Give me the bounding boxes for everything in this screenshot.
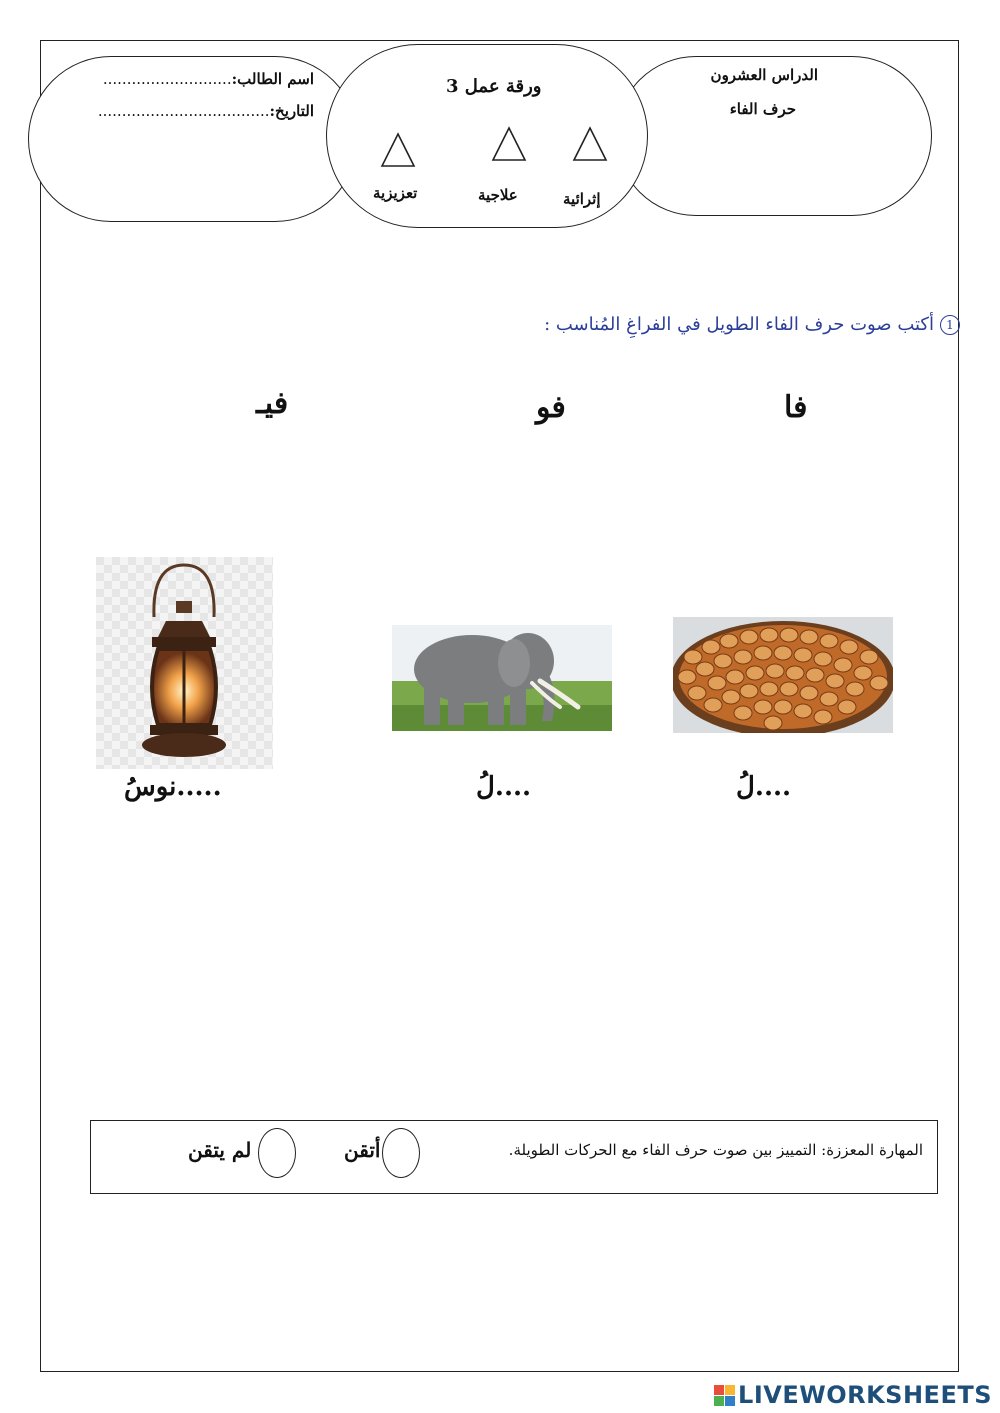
- not-mastered-circle[interactable]: [258, 1128, 296, 1178]
- lantern-image: [96, 557, 273, 769]
- brand-text: LIVEWORKSHEETS: [738, 1381, 992, 1409]
- instruction-text: أكتب صوت حرف الفاء الطويل في الفراغِ المُناسب :: [544, 314, 934, 335]
- worksheet-title: ورقة عمل 3: [446, 76, 542, 97]
- level-remedial: علاجية: [478, 186, 518, 204]
- student-name-blank[interactable]: ...........................: [102, 70, 232, 88]
- liveworksheets-brand[interactable]: [714, 1381, 992, 1409]
- brand-logo-icon: [714, 1385, 735, 1406]
- syllable-fi: فيـ: [256, 386, 289, 421]
- corn-image: [673, 617, 893, 733]
- mastered-circle[interactable]: [382, 1128, 420, 1178]
- level-enrichment: إثرائية: [563, 190, 601, 208]
- syllable-fu: فو: [536, 390, 566, 425]
- date-blank[interactable]: ....................................: [97, 102, 270, 120]
- remedial-triangle-icon[interactable]: [491, 126, 527, 162]
- option-not-mastered: لم يتقن: [188, 1138, 252, 1162]
- date-field[interactable]: [98, 102, 314, 120]
- exercise-instruction: [544, 314, 960, 335]
- option-mastered: أتقن: [344, 1138, 381, 1162]
- exercise-number-icon: 1: [940, 315, 960, 335]
- syllable-fa: فا: [784, 390, 808, 425]
- enrichment-triangle-icon[interactable]: [572, 126, 608, 162]
- skill-description: المهارة المعززة: التمييز بين صوت حرف الفاء مع الحركات الطويلة.: [508, 1141, 923, 1159]
- lesson-number: الدراس العشرون: [710, 66, 818, 84]
- elephant-image: [392, 625, 612, 731]
- word-blank-elephant[interactable]: ....لُ: [476, 772, 532, 802]
- word-blank-lantern[interactable]: .....نوسُ: [124, 772, 222, 802]
- date-label: التاريخ:: [269, 102, 314, 120]
- student-name-field[interactable]: [103, 70, 314, 88]
- level-reinforcement: تعزيزية: [373, 184, 418, 202]
- student-name-label: اسم الطالب:: [231, 70, 314, 88]
- reinforcement-triangle-icon[interactable]: [380, 132, 416, 168]
- word-blank-corn[interactable]: ....لُ: [736, 772, 792, 802]
- lesson-letter: حرف الفاء: [729, 100, 796, 118]
